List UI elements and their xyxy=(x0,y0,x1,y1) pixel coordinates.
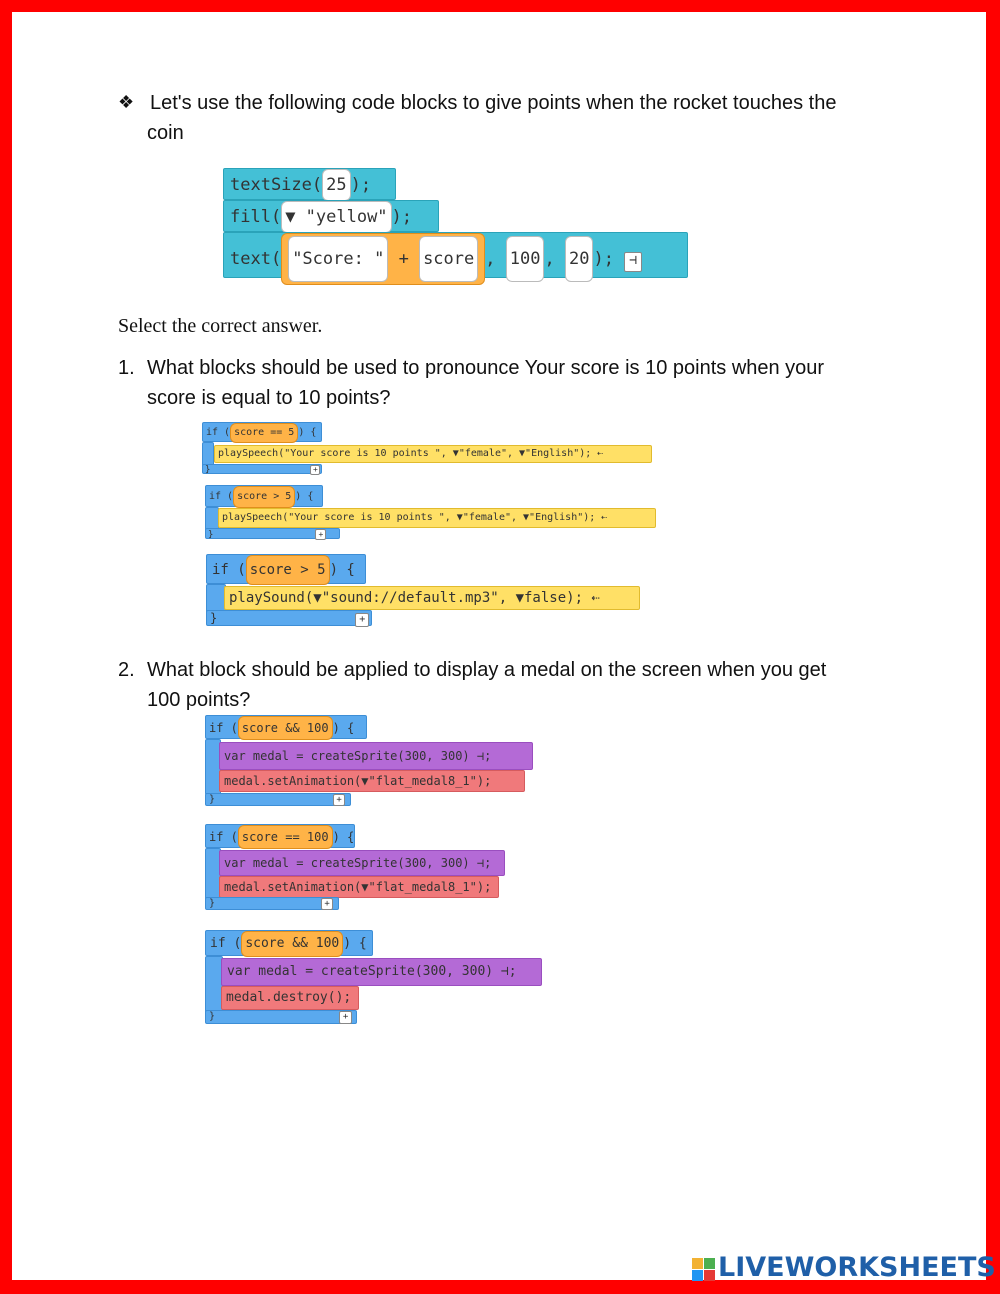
if-block: if ( score && 100 ) { xyxy=(205,930,373,956)
var-medal-block: var medal = createSprite(300, 300) ⊣; xyxy=(221,958,542,986)
instruction: Select the correct answer. xyxy=(118,315,323,337)
if-block-footer: } + xyxy=(205,1010,357,1024)
add-button[interactable]: + xyxy=(315,529,326,540)
q2-line-2: 100 points? xyxy=(147,689,251,711)
add-button[interactable]: + xyxy=(310,465,320,475)
if-block-footer: } + xyxy=(205,793,351,806)
playsound-block: playSound(▼"sound://default.mp3", ▼false); ⇠ xyxy=(224,586,640,610)
if-block: if ( score > 5 ) { xyxy=(205,485,323,507)
if-block-footer: } + xyxy=(205,897,339,910)
if-block: if ( score && 100 ) { xyxy=(205,715,367,739)
intro-line-1: Let's use the following code blocks to give points when the rocket touches the xyxy=(150,92,837,114)
liveworksheets-logo-text: LIVEWORKSHEETS xyxy=(718,1252,996,1283)
add-button[interactable]: + xyxy=(339,1011,352,1024)
if-block: if ( score == 100 ) { xyxy=(205,824,355,848)
fill-block: fill( ▼ "yellow" ); xyxy=(223,200,439,232)
if-block-footer: } + xyxy=(202,464,322,474)
if-block-footer: } + xyxy=(206,610,372,626)
textsize-value[interactable]: 25 xyxy=(322,169,350,201)
q1-line-2: score is equal to 10 points? xyxy=(147,387,391,409)
fill-color-dropdown[interactable]: ▼ "yellow" xyxy=(281,201,391,233)
q1-number: 1. xyxy=(118,357,135,379)
q1-line-1: What blocks should be used to pronounce Your score is 10 points when your xyxy=(147,357,825,379)
text-block: text( "Score: " + score , 100 , 20 ); ⊣ xyxy=(223,232,688,278)
intro-line-2: coin xyxy=(147,122,184,144)
var-medal-block: var medal = createSprite(300, 300) ⊣; xyxy=(219,742,533,770)
score-expression[interactable]: "Score: " + score xyxy=(281,233,485,285)
textsize-block: textSize( 25 ); xyxy=(223,168,396,200)
q2-line-1: What block should be applied to display a medal on the screen when you get xyxy=(147,659,827,681)
if-block: if ( score == 5 ) { xyxy=(202,422,322,442)
destroy-block: medal.destroy(); xyxy=(221,986,359,1010)
var-medal-block: var medal = createSprite(300, 300) ⊣; xyxy=(219,850,505,876)
liveworksheets-logo-icon xyxy=(692,1258,716,1282)
q2-number: 2. xyxy=(118,659,135,681)
collapse-button[interactable]: ⊣ xyxy=(624,252,642,272)
text-x-value[interactable]: 100 xyxy=(506,236,545,282)
add-button[interactable]: + xyxy=(321,898,333,910)
text-y-value[interactable]: 20 xyxy=(565,236,593,282)
add-button[interactable]: + xyxy=(333,794,345,806)
playspeech-block: playSpeech("Your score is 10 points ", ▼"female", ▼"English"); ⇠ xyxy=(214,445,652,463)
setanimation-block: medal.setAnimation(▼"flat_medal8_1"); xyxy=(219,876,499,898)
diamond-bullet-icon: ❖ xyxy=(118,92,135,112)
if-block-footer: } + xyxy=(205,528,340,539)
if-block: if ( score > 5 ) { xyxy=(206,554,366,584)
add-button[interactable]: + xyxy=(355,613,369,627)
playspeech-block: playSpeech("Your score is 10 points ", ▼"female", ▼"English"); ⇠ xyxy=(218,508,656,528)
setanimation-block: medal.setAnimation(▼"flat_medal8_1"); xyxy=(219,770,525,792)
